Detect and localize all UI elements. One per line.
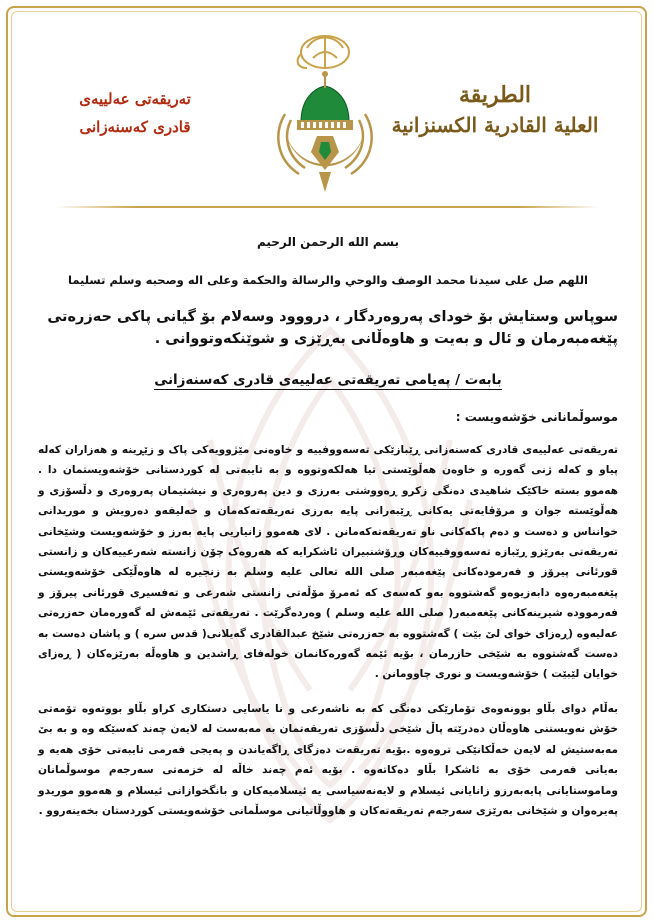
body-paragraph-2: بەڵام دوای بڵاو بوونەوەی تۆمارێکی دەنگی کە بە ناشەرعی و نا یاسایی دستکاری کراو بڵاو بووتەوە تۆمەتی خۆش نەویستنی هاوەڵان دەدرێتە پاڵ شێخی دڵسۆزی تەریقەتمان بە مەبەست لە لایەن چەند کەسێکە وە و بە بێ مەبەستیش لە لایەن خەڵکانێکی تروەوە .بۆیە تەریقەت دەزگای ڕاگەیاندن و پەیجی فەرمی تایبەتی خۆی هەیە و بەیانی فەرمی خۆی بە ئاشکرا بڵاو دەکاتەوە . بۆیە ئەم چەند خاڵە لە خزمەتی سەرجەم موسوڵمانان وماموستایانی پایەبەرزو زانایانی ئیسلام و لایەنەسیاسی یە ئیسلامیەکان و بانگخوازانی ئیسلام و هەموو موریدو پەیرەوان و شێخانی بەرێزی سەرجەم تەریقەتەکان و هاووڵاتیانی موسڵمانی خۆشەویستی کوردستان بخەینەروو .: [38, 702, 618, 817]
salawat-line: اللهم صل على سيدنا محمد الوصف والوحي والرسالة والحكمة وعلى اله وصحبه وسلم تسليما: [68, 273, 588, 287]
letter-body: [38, 226, 618, 821]
header-divider: [55, 206, 600, 208]
basmala: بسم الله الرحمن الرحيم: [256, 235, 400, 249]
letterhead-kurdish-line1: تەریقەتی عەلییەی: [79, 90, 191, 108]
subject-text: بابەت / پەیامی تەریقەتی عەلییەی قادری کەسنەزانی: [154, 372, 502, 388]
letterhead-arabic-line1: الطريقة: [458, 82, 532, 108]
greeting-line: موسوڵمانانی خۆشەویست :: [455, 410, 618, 424]
letterhead-arabic-line2: العلية القادرية الكسنزانية: [391, 113, 599, 137]
green-dome-emblem-icon: [255, 24, 395, 196]
intro-paragraph: سوپاس وستایش بۆ خودای پەروەردگار ، درووود وسەلام بۆ گیانی پاکی حەزرەتی پێغەمبەرمان و ئال و بەیت و هاوەڵانی بەڕێزی و شوێنکەوتووانی .: [47, 309, 618, 347]
subject-line: [38, 370, 618, 390]
letterhead-title-arabic: [385, 80, 605, 140]
letterhead-title-kurdish: [60, 88, 210, 138]
letterhead: [0, 0, 653, 205]
body-paragraph-1: تەریقەتی عەلییەی قادری کەسنەزانی ڕێبازێکی تەسەووفییە و خاوەنی مێژوویەکی پاک و زێڕینە و هەزاران کەلە پیاو و کەلە ژنی گەورە و خاوەن هەڵوێستی تیا هەلکەوتووە و بە تایبەتی لە کوردستانی خۆشەویستمان دا . هەموو بستە خاکێک شاهیدی دەنگی زکرو ڕەووشتی بەرزی و دین پەروەری و نیشتیمان پەروەری و دڵسۆزی و هەڵوێستە جوان و مرۆڤایەتی یەکانی ڕێبەرانی پایە بەرزی تەریقەتەکەمان و خەلیفەو دەرویش و موریدانی خوانناس و دەست و دەم پاکەکانی ناو تەریقەتەکەمانن . لای هەموو زانیاریی پایە بەرز و خۆشەویست وشێخانی تەریقەتی بەرێزو ڕێبازە تەسەووفییەکان وڕۆشنبیران ئاشکرایە کە هەروەک چۆن زانستە شەرعییەکان و زانستی قورئانی پیرۆز و فەرمودەکانی پێغەمبەر صلی الله تعالی علیه وسلم بە زنجیرە لە هاوەڵێکی خۆشەویستی پێغەمبەرەوە دابەزیوەو گەشتووە بەو کەسەی کە ئەمرۆ مۆڵەتی زانستی شەرعی و تەفسیری قورئانی پیرۆز و فەرموودە شیرینەکانی پێغەمبەر( صلی الله علیه وسلم ) وەردەگرێت . تەریقەتی ئێمەش لە گەورەمان حەزرەتی عەلیەوە (ڕەزای خوای لێ بێت ) گەشتووە بە حەزرەتی شێخ عبدالقادری گەیلانی( قدس سره ) و پاشان دەست بە دەست گەشتووە بە شێخی حازرمان ، بۆیە ئێمە گەورەکانمان خولەفای ڕاشدین و هاوەڵە بەرێزەکان ( ڕەزای خوایان لێبێت ) خۆشەویست و نوری چاوومانن .: [38, 444, 618, 681]
letterhead-kurdish-line2: قادری کەسنەزانی: [79, 118, 191, 136]
